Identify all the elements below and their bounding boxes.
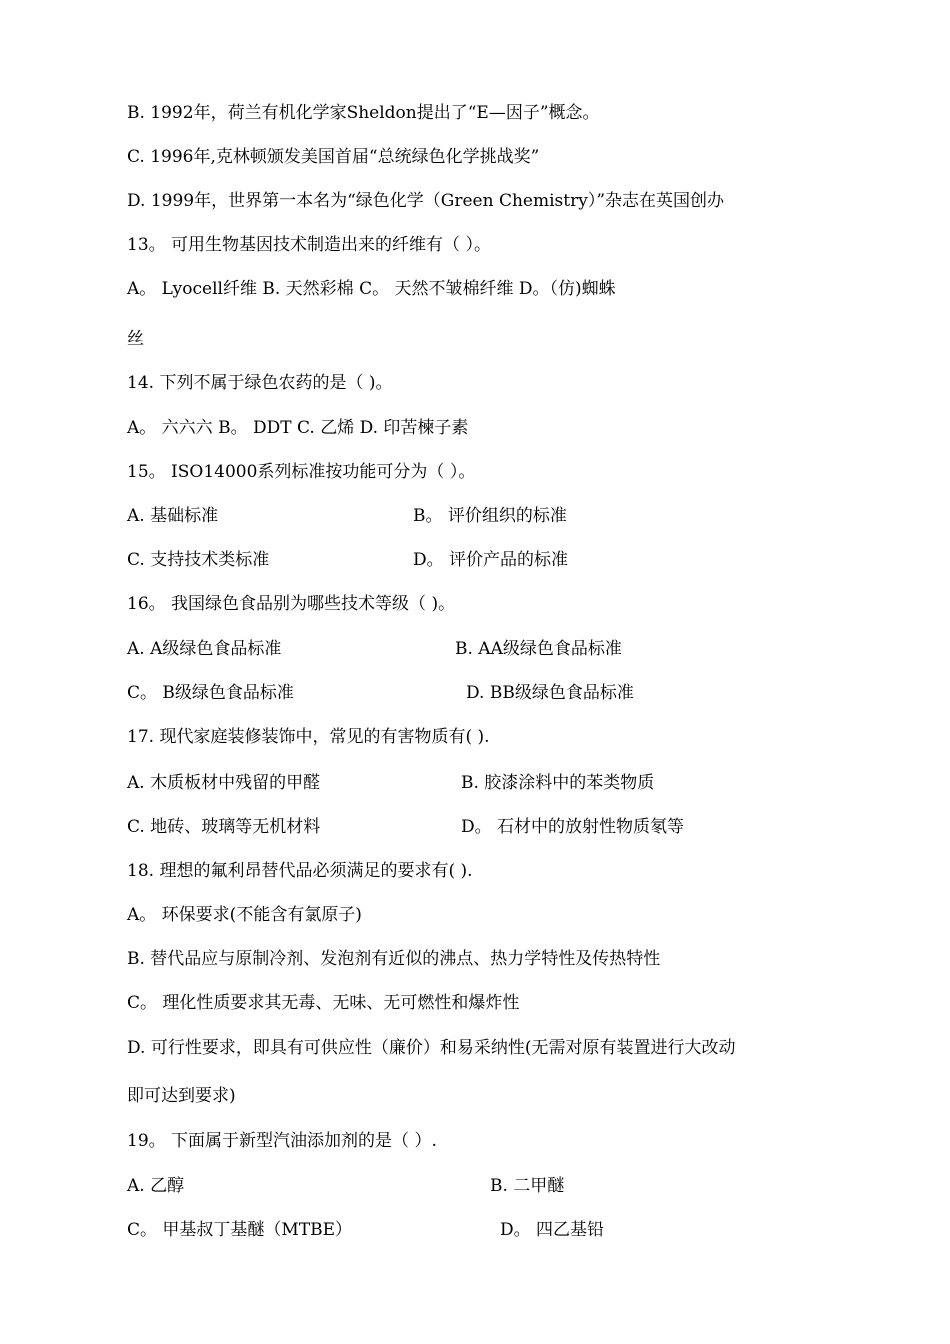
q19-option-d: D。 四乙基铅 bbox=[500, 1220, 605, 1240]
q15-option-a: A. 基础标准 bbox=[127, 506, 219, 526]
q12-option-d: D. 1999年，世界第一本名为“绿色化学（Green Chemistry）”杂志在英国创办 bbox=[127, 191, 725, 211]
q19-option-b: B. 二甲醚 bbox=[490, 1176, 565, 1196]
q12-option-b: B. 1992年，荷兰有机化学家Sheldon提出了“E—因子”概念。 bbox=[127, 103, 600, 123]
q15-option-d: D。 评价产品的标准 bbox=[413, 550, 569, 570]
q15-option-c: C. 支持技术类标准 bbox=[127, 550, 270, 570]
q17-question: 17. 现代家庭装修装饰中，常见的有害物质有( ). bbox=[127, 727, 490, 747]
q18-option-b: B. 替代品应与原制冷剂、发泡剂有近似的沸点、热力学特性及传热特性 bbox=[127, 949, 661, 969]
q13-question: 13。 可用生物基因技术制造出来的纤维有（ ）。 bbox=[127, 235, 491, 255]
q18-question: 18. 理想的氟利昂替代品必须满足的要求有( ). bbox=[127, 861, 473, 881]
q14-question: 14. 下列不属于绿色农药的是（ )。 bbox=[127, 373, 393, 393]
q15-option-b: B。 评价组织的标准 bbox=[413, 506, 567, 526]
q17-option-c: C. 地砖、玻璃等无机材料 bbox=[127, 817, 321, 837]
q18-option-a: A。 环保要求(不能含有氯原子) bbox=[127, 905, 362, 925]
q17-option-d: D。 石材中的放射性物质氡等 bbox=[461, 817, 685, 837]
q17-option-a: A. 木质板材中残留的甲醛 bbox=[127, 773, 321, 793]
q18-option-d-continued: 即可达到要求) bbox=[127, 1086, 236, 1106]
q16-option-a: A. A级绿色食品标准 bbox=[127, 639, 282, 659]
q12-option-c: C. 1996年,克林顿颁发美国首届“总统绿色化学挑战奖” bbox=[127, 147, 540, 167]
q18-option-d: D. 可行性要求，即具有可供应性（廉价）和易采纳性(无需对原有装置进行大改动 bbox=[127, 1038, 736, 1058]
q15-question: 15。 ISO14000系列标准按功能可分为（ ）。 bbox=[127, 462, 476, 482]
q18-option-c: C。 理化性质要求其无毒、无味、无可燃性和爆炸性 bbox=[127, 993, 520, 1013]
q19-question: 19。 下面属于新型汽油添加剂的是（ ）. bbox=[127, 1131, 437, 1151]
q16-option-d: D. BB级绿色食品标准 bbox=[466, 683, 634, 703]
q17-option-b: B. 胶漆涂料中的苯类物质 bbox=[461, 773, 655, 793]
q19-option-c: C。 甲基叔丁基醚（MTBE） bbox=[127, 1220, 353, 1240]
q13-options: A。 Lyocell纤维 B. 天然彩棉 C。 天然不皱棉纤维 D。（仿)蜘蛛 bbox=[127, 279, 616, 299]
q16-question: 16。 我国绿色食品别为哪些技术等级（ )。 bbox=[127, 594, 456, 614]
q13-options-continued: 丝 bbox=[127, 329, 144, 349]
q14-options: A。 六六六 B。 DDT C. 乙烯 D. 印苦楝子素 bbox=[127, 418, 469, 438]
q19-option-a: A. 乙醇 bbox=[127, 1176, 185, 1196]
q16-option-c: C。 B级绿色食品标准 bbox=[127, 683, 294, 703]
q16-option-b: B. AA级绿色食品标准 bbox=[455, 639, 622, 659]
